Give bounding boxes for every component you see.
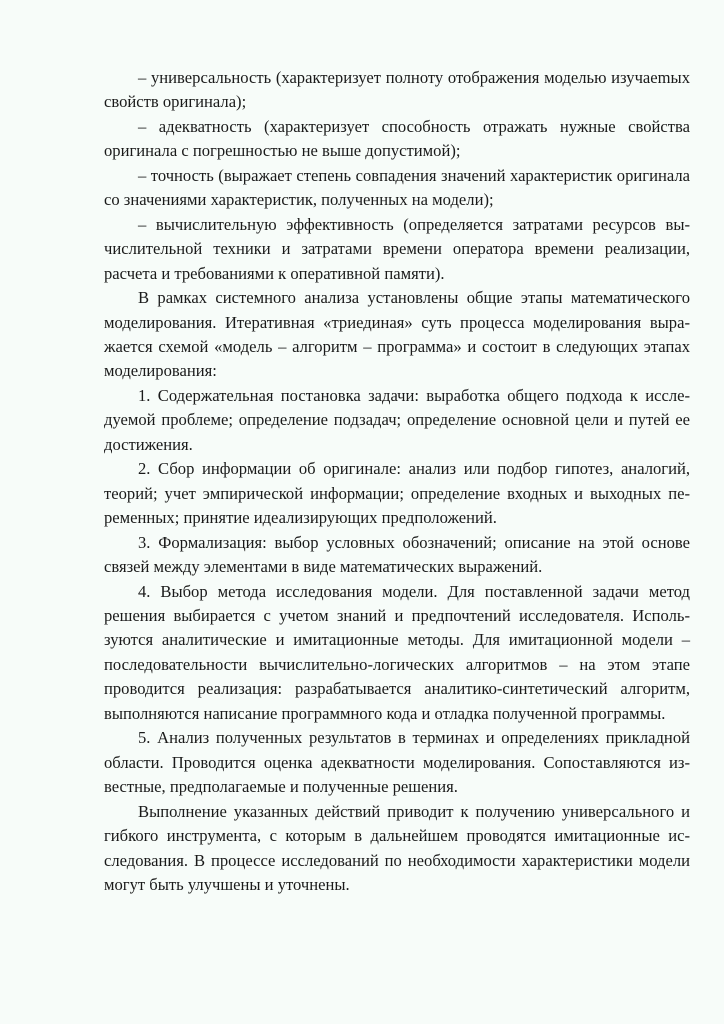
document-page bbox=[104, 66, 690, 897]
paragraph-conclusion: Выполнение указанных действий приводит к получению универсального и гибкого инструмента, с которым в дальнейшем проводятся имитационные исследования. В процессе исследований по необходимости характеристики модели могут быть улучшены и уточнены. bbox=[104, 801, 690, 894]
paragraph-modeling-stages-intro: В рамках системного анализа установлены общие этапы математического моделирования. Итеративная «триединая» суть процесса моделирования выражается схемой «модель – алгоритм – программа» и состоит в следующих этапах моделирования: bbox=[104, 288, 690, 381]
stage-3-formalization: 3. Формализация: выбор условных обозначений; описание на этой основе связей между элементами в виде математических выражений. bbox=[104, 532, 690, 577]
bullet-adequacy: – адекватность (характеризует способность отражать нужные свойства оригинала с погрешностью не выше допустимой); bbox=[104, 116, 690, 161]
stage-2-information-gathering: 2. Сбор информации об оригинале: анализ или подбор гипотез, аналогий, теорий; учет эмпирической информации; определение входных и выходных переменных; принятие идеализирующих предположений. bbox=[104, 459, 690, 528]
stage-5-results-analysis: 5. Анализ полученных результатов в терминах и определениях прикладной области. Проводится оценка адекватности моделирования. Сопоставляются известные, предполагаемые и полученные решения. bbox=[104, 728, 690, 797]
stage-1-problem-statement: 1. Содержательная постановка задачи: выработка общего подхода к исследуемой проблеме; определение подзадач; определение основной цели и путей ее достижения. bbox=[104, 385, 690, 454]
bullet-computational-efficiency: – вычислительную эффективность (определяется затратами ресурсов вычислительной техники и затратами времени оператора времени реализации, расчета и требованиями к оперативной памяти). bbox=[104, 214, 690, 283]
stage-4-method-selection: 4. Выбор метода исследования модели. Для поставленной задачи метод решения выбирается с учетом знаний и предпочтений исследователя. Используются аналитические и имитационные методы. Для имитационной модели – последовательности вычислительно-логических алгоритмов – на этом этапе проводится реализация: разрабатывается аналитико-синтетический алгоритм, выполняются написание программного кода и отладка полученной программы. bbox=[104, 581, 690, 723]
bullet-universality: – универсальность (характеризует полноту отображения моделью изучаеmых свойств оригинала); bbox=[104, 68, 690, 112]
bullet-accuracy: – точность (выражает степень совпадения значений характеристик оригинала со значениями характеристик, полученных на модели); bbox=[104, 165, 690, 210]
